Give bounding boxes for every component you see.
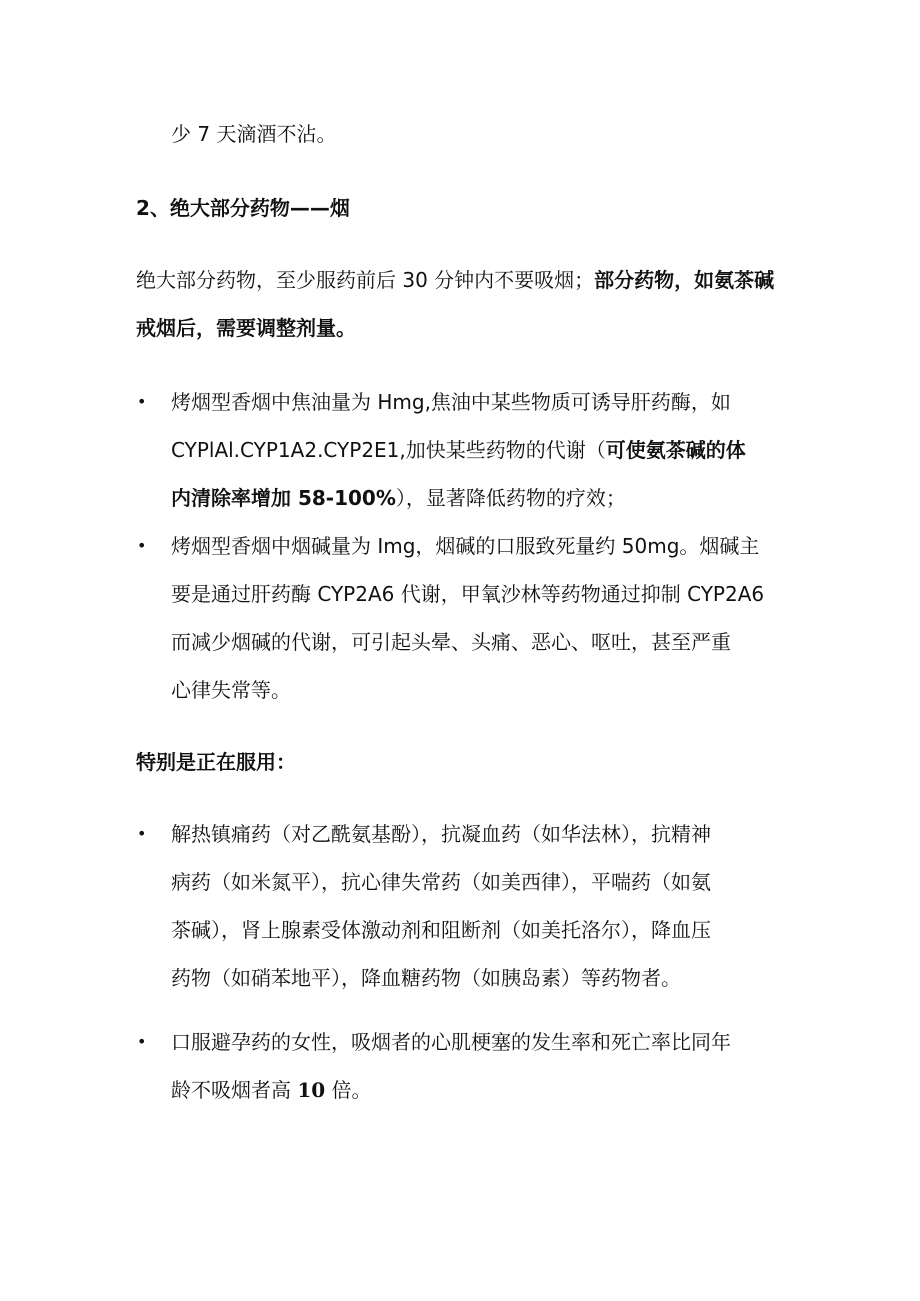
contraceptive-bold-number: 10 xyxy=(297,1078,326,1102)
heading-special-text: 特别是正在服用： xyxy=(136,750,296,774)
bullet-item-contraceptive xyxy=(171,1018,791,1114)
bullet-icon: • xyxy=(137,392,147,411)
bullet-drugs-line3: 茶碱），肾上腺素受体激动剂和阻断剂（如美托洛尔），降血压 xyxy=(171,918,711,942)
bullet-tar-line xyxy=(171,378,791,426)
bullet-icon: • xyxy=(137,536,147,555)
bullet-icon: • xyxy=(137,1032,147,1051)
bullet-contraceptive-line1: 口服避孕药的女性，吸烟者的心肌梗塞的发生率和死亡率比同年 xyxy=(171,1030,731,1054)
bullet-tar-line3-bold: 内清除率增加 58-100% xyxy=(171,486,396,510)
bullet-drugs-line2: 病药（如米氮平），抗心律失常药（如美西律），平喘药（如氨 xyxy=(171,870,711,894)
intro-bold-text: 部分药物，如氨茶碱戒烟后，需要调整剂量。 xyxy=(136,268,775,340)
bullet-tar-line1: 烤烟型香烟中焦油量为 Hmg,焦油中某些物质可诱导肝药酶，如 xyxy=(171,390,731,414)
bullet-drugs-line1: 解热镇痛药（对乙酰氨基酚），抗凝血药（如华法林），抗精神 xyxy=(171,822,711,846)
section-heading-smoke xyxy=(136,184,791,232)
bullet-nicotine-line1: 烤烟型香烟中烟碱量为 Img，烟碱的口服致死量约 50mg。烟碱主 xyxy=(171,534,760,558)
paragraph-intro xyxy=(136,256,791,352)
contraceptive-post-text: 倍。 xyxy=(325,1078,372,1102)
bullet-contraceptive-line2 xyxy=(171,1066,791,1114)
bullet-icon: • xyxy=(137,824,147,843)
bullet-tar-line2-bold: 可使氨茶碱的体 xyxy=(605,438,746,462)
bullet-item-tar xyxy=(171,378,791,522)
bullet-tar-line3-normal: ），显著降低药物的疗效； xyxy=(395,486,626,510)
bullet-nicotine-line4: 心律失常等。 xyxy=(171,678,291,702)
bullet-tar-line2-normal: CYPlAl.CYP1A2.CYP2E1,加快某些药物的代谢（ xyxy=(171,438,606,462)
bullet-tar-line xyxy=(171,426,791,474)
intro-normal-text: 绝大部分药物，至少服药前后 30 分钟内不要吸烟； xyxy=(136,268,595,292)
heading-text: 2、绝大部分药物——烟 xyxy=(136,196,350,220)
contraceptive-pre-text: 龄不吸烟者高 xyxy=(171,1078,298,1102)
continuation-text: 少 7 天滴酒不沾。 xyxy=(171,122,337,146)
bullet-drugs-line4: 药物（如硝苯地平），降血糖药物（如胰岛素）等药物者。 xyxy=(171,966,681,990)
section-heading-special xyxy=(136,738,791,786)
bullet-tar-line xyxy=(171,474,791,522)
bullet-nicotine-line3: 而减少烟碱的代谢，可引起头晕、头痛、恶心、呕吐，甚至严重 xyxy=(171,630,731,654)
paragraph-continuation xyxy=(171,110,791,158)
bullet-item-drugs xyxy=(171,810,791,1002)
bullet-nicotine-line2: 要是通过肝药酶 CYP2A6 代谢，甲氧沙林等药物通过抑制 CYP2A6 xyxy=(171,582,765,606)
bullet-item-nicotine xyxy=(171,522,791,714)
